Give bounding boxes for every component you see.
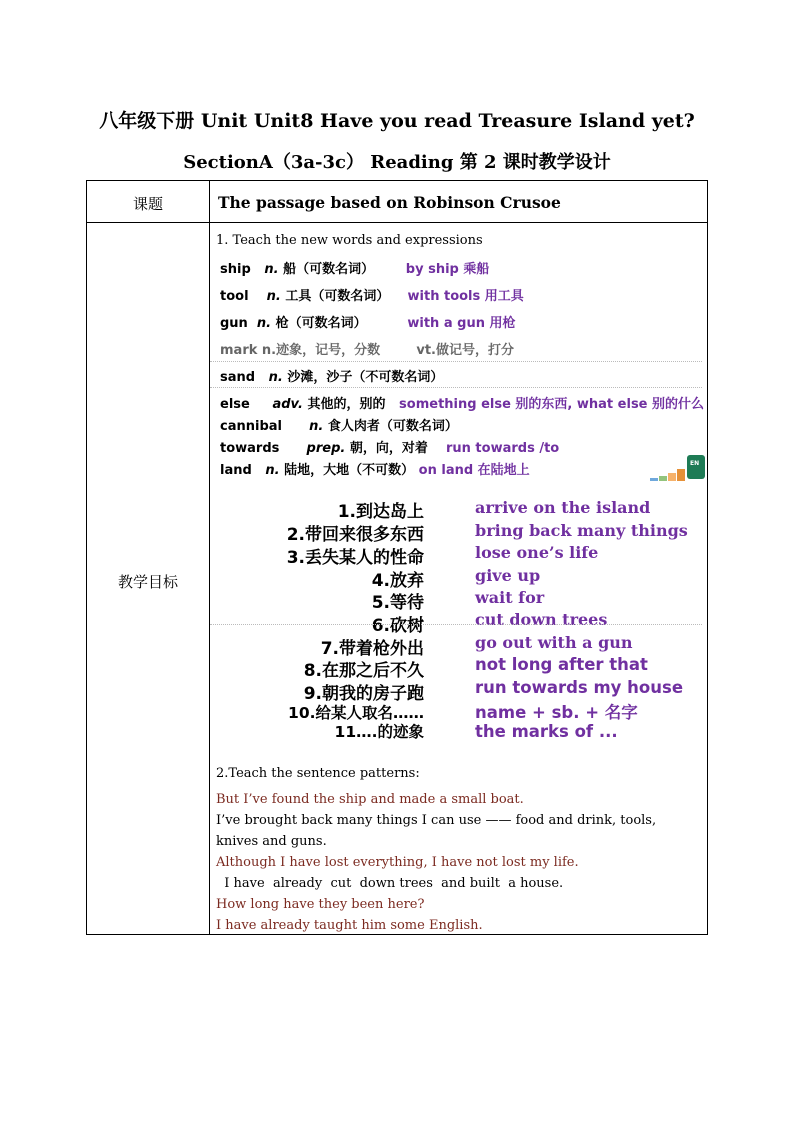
word-row: else adv. 其他的，别的 something else 别的东西, what else 别的什么 bbox=[220, 397, 705, 412]
phrase-en: give up bbox=[475, 566, 541, 585]
phrase-en: lose one’s life bbox=[475, 543, 599, 562]
phrase-cn: 3.丢失某人的性命 bbox=[286, 548, 424, 568]
phrase-cn: 11….的迹象 bbox=[334, 723, 424, 741]
phrase-cn: 6.砍树 bbox=[371, 616, 424, 636]
dotted-separator bbox=[210, 624, 702, 625]
table-divider-vertical bbox=[209, 181, 210, 934]
phrase-cn: 9.朝我的房子跑 bbox=[303, 684, 424, 704]
table-divider-horizontal bbox=[87, 222, 707, 223]
phrase-cn: 1.到达岛上 bbox=[337, 502, 424, 522]
word-row: cannibal n. 食人肉者（可数名词） bbox=[220, 419, 458, 434]
phrase-en: run towards my house bbox=[475, 678, 684, 697]
dotted-separator bbox=[210, 387, 702, 388]
word-row: gun n. 枪（可数名词） with a gun 用枪 bbox=[220, 316, 516, 331]
phrase-cn: 8.在那之后不久 bbox=[303, 661, 424, 681]
section2-heading: 2.Teach the sentence patterns: bbox=[216, 766, 420, 781]
lesson-topic: The passage based on Robinson Crusoe bbox=[218, 193, 561, 212]
word-row: land n. 陆地，大地（不可数） on land 在陆地上 bbox=[220, 463, 530, 478]
page-title: 八年级下册 Unit Unit8 Have you read Treasure Island yet? bbox=[99, 110, 695, 132]
dotted-separator bbox=[210, 361, 702, 362]
phrase-en: go out with a gun bbox=[475, 633, 633, 652]
phrase-cn: 4.放弃 bbox=[371, 571, 424, 591]
row-label-objectives: 教学目标 bbox=[117, 573, 178, 591]
page-subtitle: SectionA（3a-3c） Reading 第 2 课时教学设计 bbox=[183, 152, 611, 173]
sentence: How long have they been here? bbox=[216, 897, 425, 912]
phrase-en: arrive on the island bbox=[475, 498, 651, 517]
phrase-en: not long after that bbox=[475, 655, 648, 674]
phrase-cn: 10.给某人取名…… bbox=[288, 704, 424, 722]
svg-text:EN: EN bbox=[690, 460, 700, 467]
row-label-topic: 课题 bbox=[132, 195, 163, 213]
phrase-en: cut down trees bbox=[475, 610, 608, 629]
sentence: I have already taught him some English. bbox=[216, 918, 483, 933]
phrase-cn: 2.带回来很多东西 bbox=[286, 525, 424, 545]
word-row: ship n. 船（可数名词） by ship 乘船 bbox=[220, 262, 490, 277]
word-row: sand n. 沙滩，沙子（不可数名词） bbox=[220, 370, 444, 385]
phrase-en: name + sb. + 名字 bbox=[475, 703, 638, 722]
sentence: But I’ve found the ship and made a small boat. bbox=[216, 792, 524, 807]
section1-heading: 1. Teach the new words and expressions bbox=[216, 233, 483, 248]
phrase-en: wait for bbox=[475, 588, 545, 607]
phrase-cn: 7.带着枪外出 bbox=[320, 639, 424, 659]
word-row: tool n. 工具（可数名词） with tools 用工具 bbox=[220, 289, 524, 304]
sentence: Although I have lost everything, I have not lost my life. bbox=[216, 855, 579, 870]
lesson-table bbox=[86, 180, 708, 935]
phrase-en: bring back many things bbox=[475, 521, 688, 540]
phrase-en: the marks of ... bbox=[475, 722, 618, 741]
word-row: mark n.迹象，记号，分数 vt.做记号，打分 bbox=[220, 343, 514, 358]
sentence: I’ve brought back many things I can use —— food and drink, tools, knives and guns. bbox=[216, 813, 657, 849]
sentence: I have already cut down trees and built a house. bbox=[216, 876, 564, 891]
phrase-cn: 5.等待 bbox=[371, 593, 424, 613]
chart-clipart-icon bbox=[650, 453, 705, 483]
word-row: towards prep. 朝，向，对着 run towards /to bbox=[220, 441, 560, 456]
